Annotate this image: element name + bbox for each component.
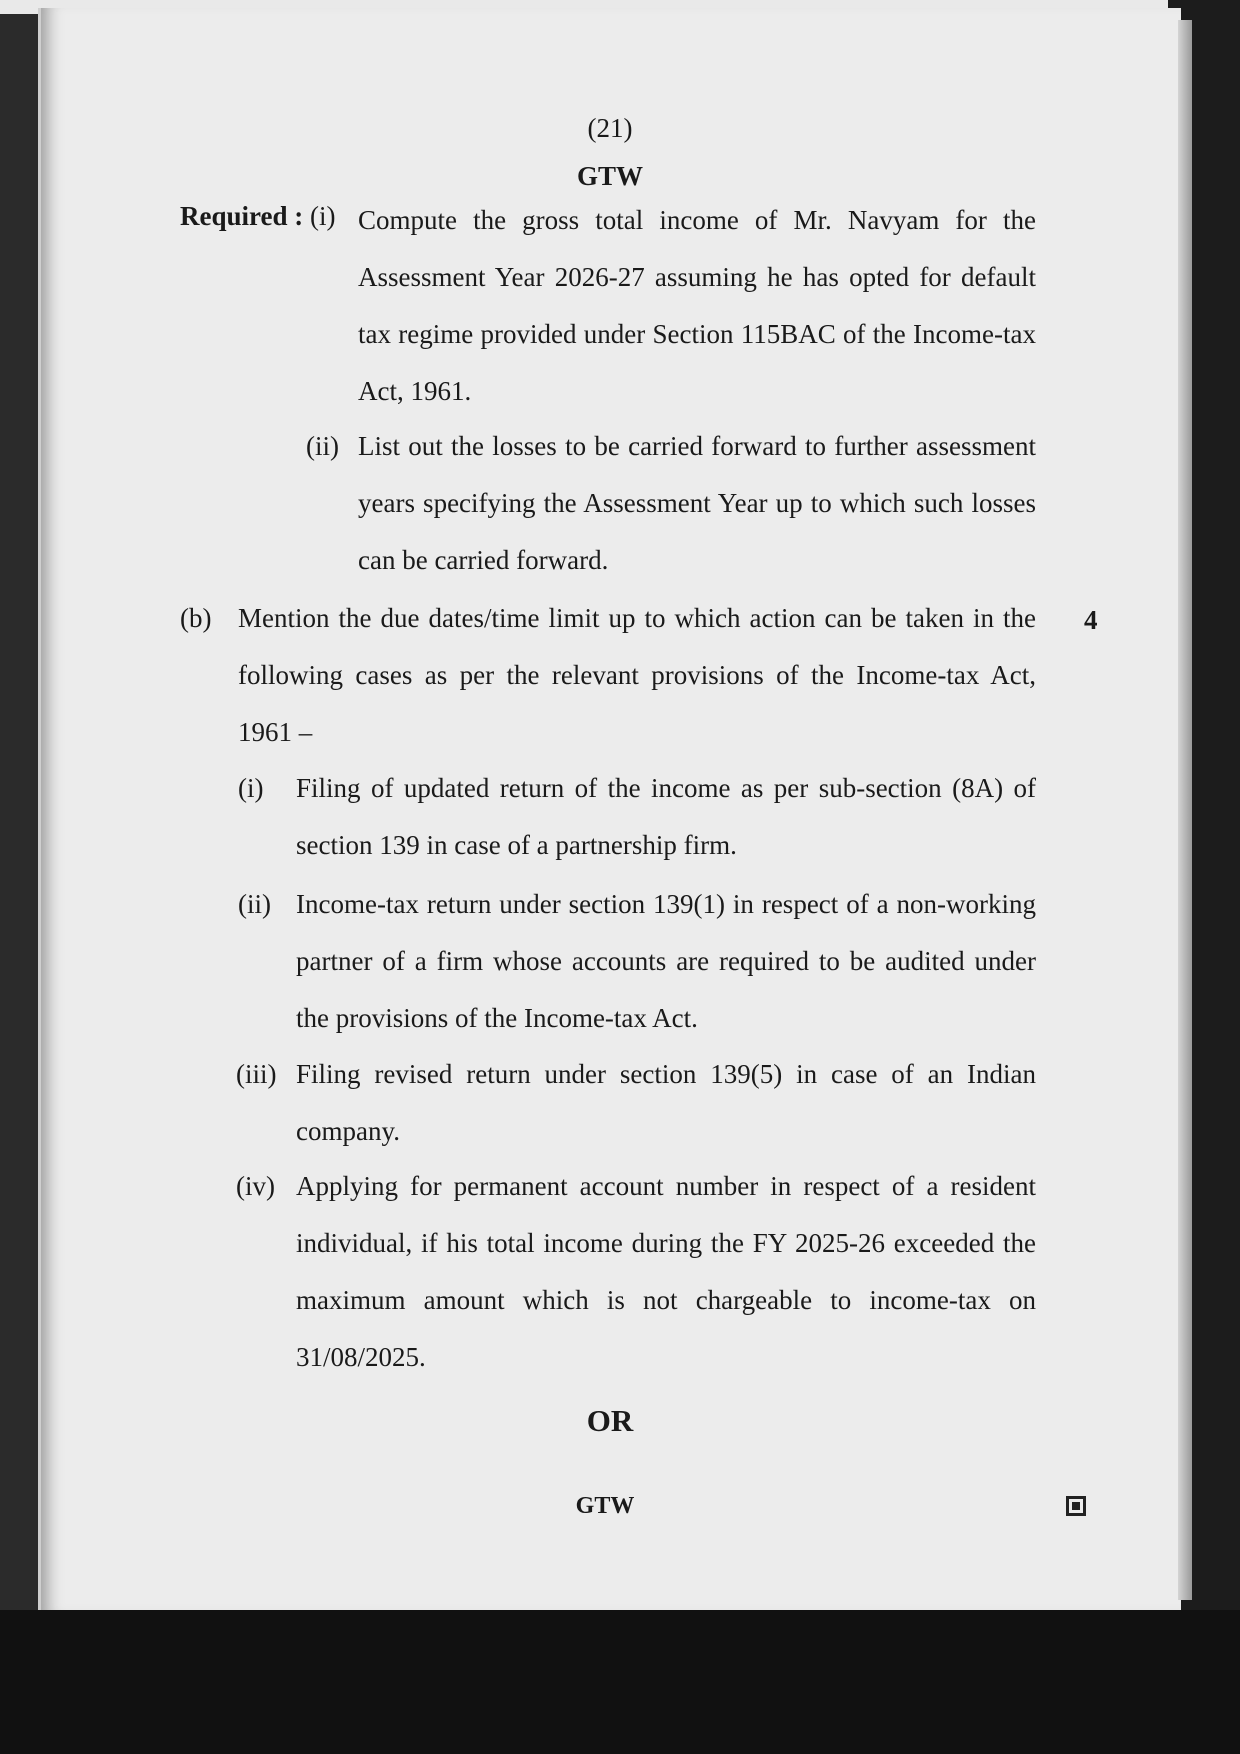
- question-b-label: (b): [180, 603, 212, 633]
- question-b-marks: 4: [1084, 605, 1098, 635]
- b-item-iii-number: (iii): [236, 1059, 277, 1089]
- scan-background-bottom: [0, 1610, 1240, 1754]
- page-marker-square-icon: [1066, 1496, 1086, 1516]
- b-item-ii-number: (ii): [238, 889, 271, 919]
- or-separator: OR: [586, 1403, 634, 1438]
- b-item-i-number: (i): [238, 773, 264, 803]
- b-item-i-text: Filing of updated return of the income as per sub-section (8A) of section 139 in case of a partnership firm.: [296, 773, 1036, 860]
- required-item-ii-text: List out the losses to be carried forward to further assessment years specifying the Assessment Year up to which such losses can be carried forward.: [358, 431, 1036, 575]
- page-edge-shadow: [1178, 20, 1192, 1600]
- required-item-ii-number: (ii): [306, 431, 339, 461]
- required-item-i-text: Compute the gross total income of Mr. Navyam for the Assessment Year 2026-27 assuming he has opted for default tax regime provided under Section 115BAC of the Income-tax Act, 1961.: [358, 205, 1036, 406]
- b-item-ii-text: Income-tax return under section 139(1) in respect of a non-working partner of a firm whose accounts are required to be audited under the provisions of the Income-tax Act.: [296, 889, 1036, 1033]
- b-item-iv-number: (iv): [236, 1171, 275, 1201]
- required-item-i-number: (i): [310, 201, 336, 231]
- paper-code-bottom: GTW: [575, 1493, 635, 1519]
- b-item-iv-text: Applying for permanent account number in respect of a resident individual, if his total income during the FY 2025-26 exceeded the maximum amount which is not chargeable to income-tax on 31/08/2025.: [296, 1171, 1036, 1372]
- question-b-text: Mention the due dates/time limit up to which action can be taken in the following cases as per the relevant provisions of the Income-tax Act, 1961 –: [238, 603, 1036, 747]
- b-item-iii-text: Filing revised return under section 139(5) in case of an Indian company.: [296, 1059, 1036, 1146]
- paper-code-top: GTW: [576, 161, 643, 191]
- page-number: (21): [587, 113, 633, 143]
- required-label: Required :: [180, 201, 304, 231]
